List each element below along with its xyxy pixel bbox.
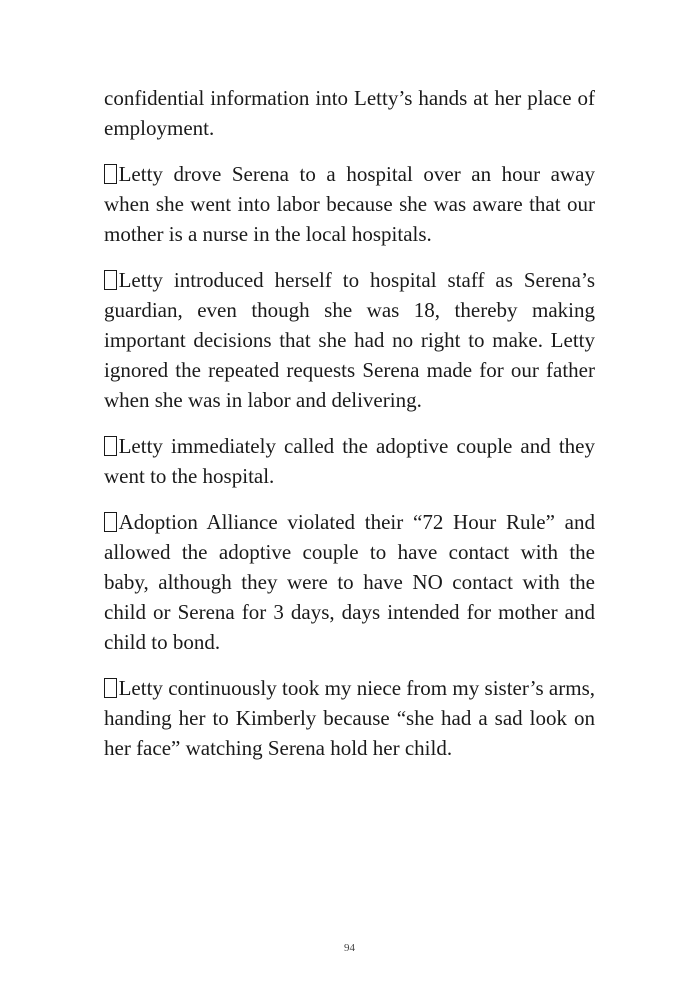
bullet-paragraph — [104, 673, 595, 763]
bullet-paragraph — [104, 265, 595, 415]
paragraph-text: Letty introduced herself to hospital staff as Serena’s guardian, even though she was 18, thereby making important decisions that she had no right to make. Letty ignored the repeated requests Serena made for our father when she was in labor and delivering. — [104, 268, 595, 412]
bullet-paragraph — [104, 159, 595, 249]
missing-glyph-box-icon — [104, 436, 117, 456]
body-text — [104, 83, 595, 779]
paragraph-text: Letty continuously took my niece from my sister’s arms, handing her to Kimberly because “she had a sad look on her face” watching Serena hold her child. — [104, 676, 595, 760]
paragraph-text: confidential information into Letty’s hands at her place of employment. — [104, 86, 595, 140]
missing-glyph-box-icon — [104, 270, 117, 290]
paragraph-continuation — [104, 83, 595, 143]
missing-glyph-box-icon — [104, 164, 117, 184]
missing-glyph-box-icon — [104, 512, 117, 532]
missing-glyph-box-icon — [104, 678, 117, 698]
paragraph-text: Letty drove Serena to a hospital over an hour away when she went into labor because she was aware that our mother is a nurse in the local hospitals. — [104, 162, 595, 246]
paragraph-text: Letty immediately called the adoptive couple and they went to the hospital. — [104, 434, 595, 488]
page-number: 94 — [344, 942, 355, 954]
bullet-paragraph — [104, 431, 595, 491]
bullet-paragraph — [104, 507, 595, 657]
paragraph-text: Adoption Alliance violated their “72 Hour Rule” and allowed the adoptive couple to have contact with the baby, although they were to have NO contact with the child or Serena for 3 days, days intended for mother and child to bond. — [104, 510, 595, 654]
